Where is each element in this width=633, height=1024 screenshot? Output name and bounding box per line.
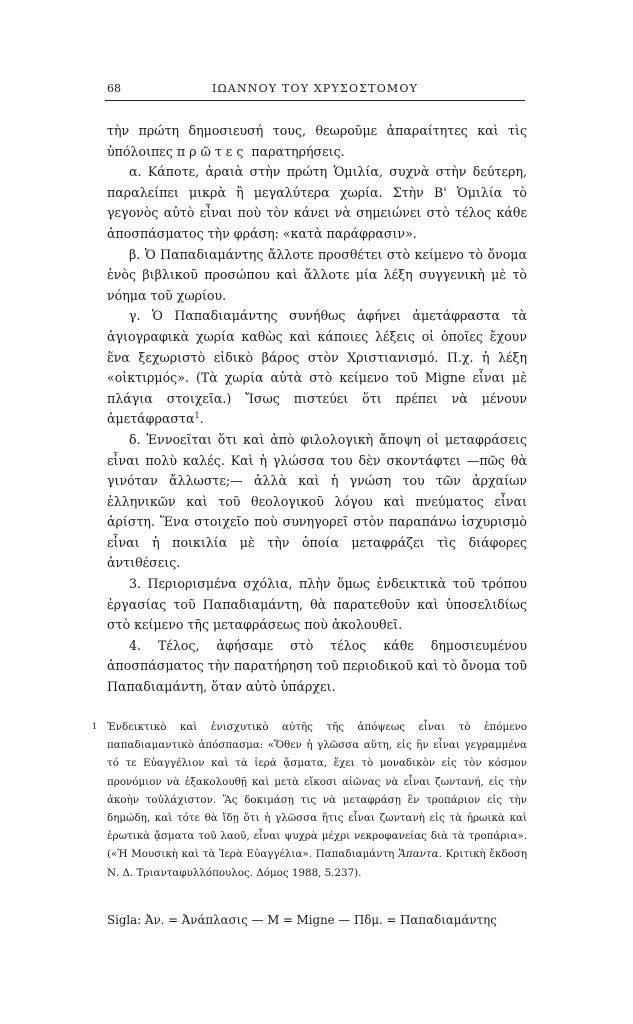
page-number: 68 bbox=[107, 82, 121, 95]
footnote-reference: 1 bbox=[194, 411, 200, 421]
gamma-text: γ. Ὁ Παπαδιαμάντης συνήθως ἀφήνει ἀμετάφραστα τὰ ἁγιογραφικὰ χωρία καθὼς καὶ κάποιες λέξεις οἱ ὁποῖες ἔχουν ἕνα ξεχωριστὸ εἰδικὸ βάρος στὸν Χριστιανισμό. Π.χ. ἡ λέξη «οἰκτιρμός». (Τὰ χωρία αὐτὰ στὸ κείμενο τοῦ Migne εἶναι μὲ πλάγια στοιχεῖα.) Ἴσως πιστεύει ὅτι πρέπει νὰ μένουν ἀμετάφραστα bbox=[107, 308, 527, 427]
spaced-word: πρῶτες bbox=[176, 143, 248, 159]
running-header bbox=[105, 78, 525, 101]
paragraph-beta: β. Ὁ Παπαδιαμάντης ἄλλοτε προσθέτει στὸ κείμενο τὸ ὄνομα ἑνὸς βιβλικοῦ προσώπου καὶ ἄλλοτε μία λέξη συγγενικὴ μὲ τὸ νόημα τοῦ χωρίου. bbox=[107, 246, 527, 303]
paragraph-continuation bbox=[107, 121, 527, 162]
sigla-text: Ἀν. = Ἀνάπλασις — M = Migne — Πδμ. = Παπαδιαμάντης bbox=[144, 913, 497, 927]
sigla-label: Sigla: bbox=[107, 913, 145, 927]
running-title: ΙΩΑΝΝΟΥ ΤΟΥ ΧΡΥΣΟΣΤΟΜΟΥ bbox=[211, 82, 419, 95]
footnote-text bbox=[107, 718, 527, 882]
continuation-text: τὴν πρώτη δημοσιευσή τους, θεωροῦμε ἀπαραίτητες καὶ τὶς ὑπόλοιπες bbox=[107, 123, 527, 159]
footnote-tail: . Κριτικὴ ἔκδοση Ν. Δ. Τριανταφυλλόπουλος. Δόμος 1988, 5.237). bbox=[107, 848, 527, 879]
footnote-marker: 1 bbox=[92, 722, 98, 731]
continuation-end: παρατηρήσεις. bbox=[247, 143, 345, 159]
paragraph-delta: δ. Ἐννοεῖται ὅτι καὶ ἀπὸ φιλολογικὴ ἄποψη οἱ μεταφράσεις εἶναι πολὺ καλές. Καὶ ἡ γλώσσα του δὲν σκοντάφτει —πῶς θὰ γινόταν ἄλλωστε;— ἀλλὰ καὶ ἡ γνώση του τῶν ἀρχαίων ἑλληνικῶν καὶ τοῦ θεολογικοῦ λόγου καὶ πνεύματος εἶναι ἀρίστη. Ἕνα στοιχεῖο ποὺ συνηγορεῖ στὸν παραπάνω ἰσχυρισμὸ εἶναι ἡ ποικιλία μὲ τὴν ὁποία μεταφράζει τὶς διάφορες ἀντιθέσεις. bbox=[107, 431, 527, 571]
paragraph-3: 3. Περιορισμένα σχόλια, πλὴν ὅμως ἐνδεικτικὰ τοῦ τρόπου ἐργασίας τοῦ Παπαδιαμάντη, θὰ παρατεθοῦν καὶ ὑποσελιδίως στὸ κείμενο τῆς μεταφράσεως ποὺ ἀκολουθεῖ. bbox=[107, 576, 527, 633]
main-text bbox=[107, 121, 527, 698]
paragraph-gamma bbox=[107, 306, 527, 430]
paragraph-4: 4. Τέλος, ἀφήσαμε στὸ τέλος κάθε δημοσιευμένου ἀποσπάσματος τὴν παρατήρηση τοῦ περιοδικοῦ καὶ τὸ ὄνομα τοῦ Παπαδιαμάντη, ὅταν αὐτὸ ὑπάρχει. bbox=[107, 637, 527, 695]
footnote-body: Ἐνδεικτικὸ καὶ ἐνισχυτικὸ αὐτῆς τῆς ἀπόψεως εἶναι τὸ ἑπόμενο παπαδιαμαντικὸ ἀπόσπασμα: «Ὅθεν ἡ γλῶσσα αὕτη, εἰς ἣν εἶναι γεγραμμένα τό τε Εὐαγγέλιον καὶ τὰ ἱερὰ ᾄσματα, ἔχει τὸ μοναδικὸν εἰς τὸν κόσμον προνόμιον νὰ ἐξακολουθῇ καὶ μετὰ εἴκοσι αἰῶνας νὰ εἶναι ζωντανή, εἰς τὴν ἀκοὴν τοὐλάχιστον. Ἂς δοκιμάσῃ τις νὰ μεταφράσῃ ἓν τροπάριον εἰς τὴν δημώδη, καὶ τότε θὰ ἴδῃ ὅτι ἡ γλῶσσα ἥτις εἶναι ζωντανὴ εἰς τὰ ἡρωικὰ καὶ ἐρωτικὰ ᾄσματα τοῦ λαοῦ, εἶναι ψυχρὰ μέχρι νεκροφανείας διὰ τὰ τροπάρια». («Ἡ Μουσικὴ καὶ τὰ Ἱερὰ Εὐαγγέλια». Παπαδιαμάντη bbox=[107, 721, 527, 861]
gamma-end: . bbox=[199, 411, 204, 427]
footnote-italic-title: Ἅπαντα bbox=[398, 848, 439, 861]
sigla-line bbox=[107, 913, 547, 927]
paragraph-alpha: α. Κάποτε, ἀραιὰ στὴν πρώτη Ὁμιλία, συχνὰ στὴν δεύτερη, παραλείπει μικρὰ ἢ μεγαλύτερα χωρία. Στὴν Β' Ὁμιλία τὸ γεγονὸς αὐτὸ εἶναι ποὺ τὸν κάνει νὰ σημειώνει στὸ τέλος κάθε ἀποσπάσματος τὴν φράση: «κατὰ παράφρασιν». bbox=[107, 164, 527, 241]
footnote-area bbox=[92, 718, 527, 882]
